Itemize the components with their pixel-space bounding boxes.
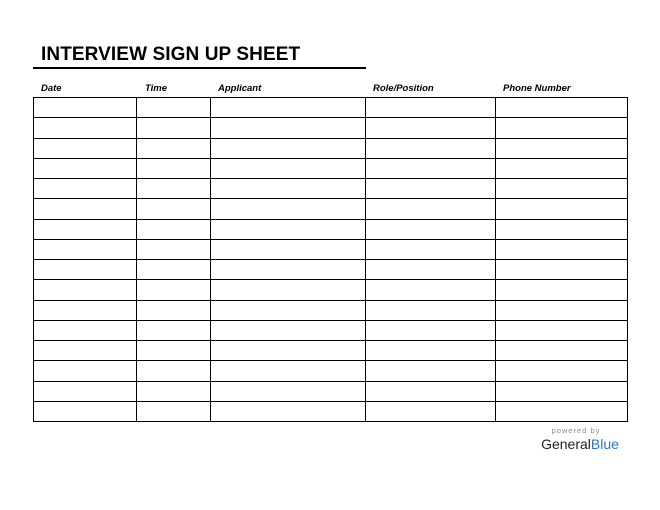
cell-role-position[interactable]	[366, 199, 496, 219]
cell-phone-number[interactable]	[496, 219, 628, 239]
cell-date[interactable]	[34, 341, 137, 361]
cell-time[interactable]	[137, 98, 211, 118]
cell-role-position[interactable]	[366, 300, 496, 320]
table-row	[34, 300, 628, 320]
cell-phone-number[interactable]	[496, 381, 628, 401]
cell-phone-number[interactable]	[496, 401, 628, 421]
cell-applicant[interactable]	[211, 199, 366, 219]
cell-role-position[interactable]	[366, 280, 496, 300]
cell-role-position[interactable]	[366, 219, 496, 239]
cell-phone-number[interactable]	[496, 341, 628, 361]
table-row	[34, 260, 628, 280]
cell-applicant[interactable]	[211, 138, 366, 158]
cell-applicant[interactable]	[211, 260, 366, 280]
cell-applicant[interactable]	[211, 401, 366, 421]
cell-applicant[interactable]	[211, 118, 366, 138]
table-row	[34, 199, 628, 219]
table-row	[34, 158, 628, 178]
cell-date[interactable]	[34, 280, 137, 300]
cell-applicant[interactable]	[211, 239, 366, 259]
cell-applicant[interactable]	[211, 158, 366, 178]
cell-time[interactable]	[137, 158, 211, 178]
cell-applicant[interactable]	[211, 219, 366, 239]
table-row	[34, 341, 628, 361]
cell-role-position[interactable]	[366, 98, 496, 118]
cell-time[interactable]	[137, 280, 211, 300]
cell-role-position[interactable]	[366, 138, 496, 158]
column-header-phone-number: Phone Number	[503, 83, 571, 94]
cell-phone-number[interactable]	[496, 199, 628, 219]
sheet-title: INTERVIEW SIGN UP SHEET	[41, 44, 301, 65]
powered-by-text: powered by	[551, 426, 601, 435]
cell-phone-number[interactable]	[496, 260, 628, 280]
cell-date[interactable]	[34, 138, 137, 158]
cell-date[interactable]	[34, 381, 137, 401]
cell-time[interactable]	[137, 219, 211, 239]
cell-role-position[interactable]	[366, 179, 496, 199]
cell-time[interactable]	[137, 300, 211, 320]
table-row	[34, 98, 628, 118]
cell-role-position[interactable]	[366, 320, 496, 340]
cell-phone-number[interactable]	[496, 239, 628, 259]
cell-time[interactable]	[137, 260, 211, 280]
cell-date[interactable]	[34, 239, 137, 259]
cell-applicant[interactable]	[211, 381, 366, 401]
cell-role-position[interactable]	[366, 118, 496, 138]
cell-time[interactable]	[137, 341, 211, 361]
cell-phone-number[interactable]	[496, 320, 628, 340]
title-underline	[33, 67, 366, 69]
table-row	[34, 320, 628, 340]
cell-phone-number[interactable]	[496, 280, 628, 300]
cell-date[interactable]	[34, 118, 137, 138]
cell-date[interactable]	[34, 320, 137, 340]
cell-role-position[interactable]	[366, 239, 496, 259]
table-row	[34, 361, 628, 381]
cell-date[interactable]	[34, 260, 137, 280]
cell-phone-number[interactable]	[496, 361, 628, 381]
cell-applicant[interactable]	[211, 300, 366, 320]
table-row	[34, 219, 628, 239]
cell-date[interactable]	[34, 300, 137, 320]
cell-applicant[interactable]	[211, 361, 366, 381]
cell-date[interactable]	[34, 199, 137, 219]
table-row	[34, 401, 628, 421]
cell-date[interactable]	[34, 401, 137, 421]
column-header-role-position: Role/Position	[373, 83, 434, 94]
table-row	[34, 118, 628, 138]
cell-applicant[interactable]	[211, 280, 366, 300]
cell-phone-number[interactable]	[496, 158, 628, 178]
column-header-date: Date	[41, 83, 62, 94]
cell-applicant[interactable]	[211, 320, 366, 340]
cell-phone-number[interactable]	[496, 138, 628, 158]
column-header-time: Time	[145, 83, 168, 94]
table-row	[34, 239, 628, 259]
brand-logo	[537, 436, 623, 452]
cell-time[interactable]	[137, 401, 211, 421]
column-header-applicant: Applicant	[218, 83, 262, 94]
cell-time[interactable]	[137, 320, 211, 340]
table-row	[34, 381, 628, 401]
cell-date[interactable]	[34, 98, 137, 118]
table-row	[34, 280, 628, 300]
cell-role-position[interactable]	[366, 361, 496, 381]
cell-time[interactable]	[137, 179, 211, 199]
cell-applicant[interactable]	[211, 179, 366, 199]
cell-time[interactable]	[137, 199, 211, 219]
brand-general-text: General	[541, 436, 591, 452]
cell-phone-number[interactable]	[496, 300, 628, 320]
cell-role-position[interactable]	[366, 260, 496, 280]
cell-role-position[interactable]	[366, 381, 496, 401]
cell-time[interactable]	[137, 361, 211, 381]
cell-phone-number[interactable]	[496, 179, 628, 199]
table-row	[34, 138, 628, 158]
brand-footer	[537, 426, 623, 452]
cell-date[interactable]	[34, 158, 137, 178]
cell-phone-number[interactable]	[496, 98, 628, 118]
cell-time[interactable]	[137, 381, 211, 401]
cell-time[interactable]	[137, 118, 211, 138]
cell-applicant[interactable]	[211, 341, 366, 361]
table-row	[34, 179, 628, 199]
cell-date[interactable]	[34, 219, 137, 239]
cell-applicant[interactable]	[211, 98, 366, 118]
cell-time[interactable]	[137, 138, 211, 158]
signup-table	[33, 97, 628, 422]
cell-phone-number[interactable]	[496, 118, 628, 138]
brand-blue-text: Blue	[590, 436, 619, 452]
cell-role-position[interactable]	[366, 341, 496, 361]
cell-date[interactable]	[34, 179, 137, 199]
cell-time[interactable]	[137, 239, 211, 259]
cell-date[interactable]	[34, 361, 137, 381]
cell-role-position[interactable]	[366, 158, 496, 178]
cell-role-position[interactable]	[366, 401, 496, 421]
